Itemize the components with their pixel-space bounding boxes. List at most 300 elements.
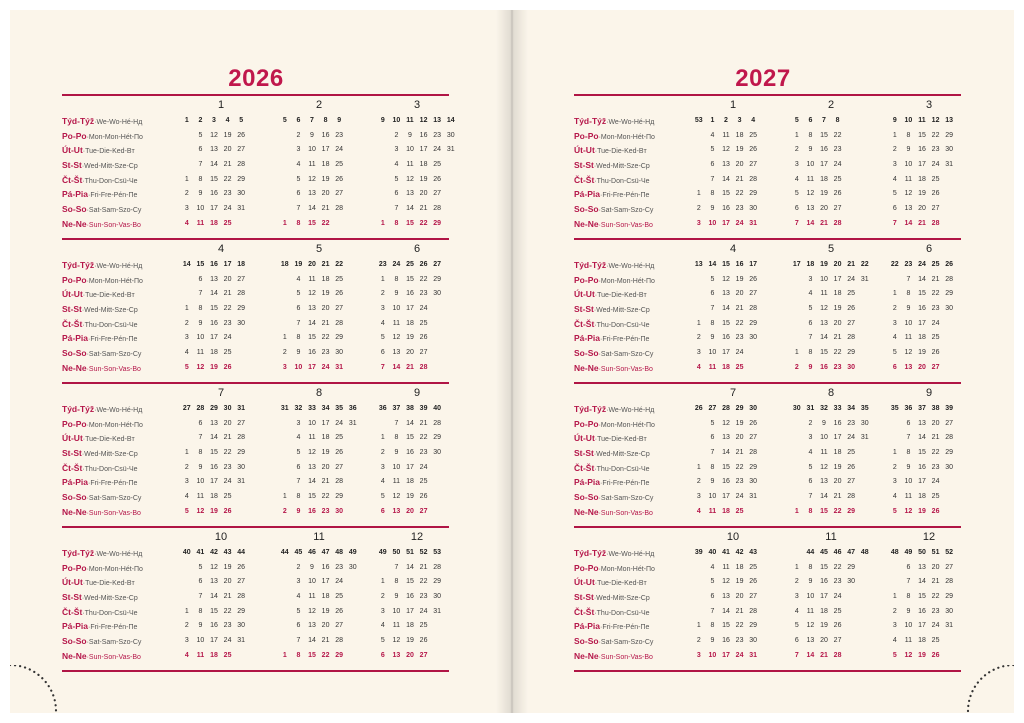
month-number: 5 [827,243,835,255]
day-number: 10 [392,305,401,313]
day-number: 15 [308,493,316,501]
day-number: 7 [394,563,399,571]
week-number: 7 [310,117,314,124]
week-number [346,258,360,273]
day-number: 22 [223,607,232,615]
day-number: 23 [833,363,842,371]
week-number: 49 [378,549,387,556]
day-number: 25 [335,434,344,442]
day-number: 9 [906,305,911,313]
day-label [62,446,180,461]
day-label-main: So-So [574,492,599,503]
day-number: 1 [184,607,189,615]
day-number: 30 [237,319,246,327]
day-number: 26 [931,507,940,515]
day-number [444,461,458,476]
week-number: 25 [931,261,940,268]
day-number: 7 [380,363,385,371]
day-number: 1 [892,290,897,298]
day-number [956,173,970,188]
day-number: 5 [808,463,813,471]
day-number: 16 [722,478,730,486]
day-number: 17 [419,146,428,154]
day-label-main: Čt-Št [62,462,83,473]
day-number [234,490,248,505]
day-number: 12 [904,349,913,357]
day-number: 17 [918,319,926,327]
day-number: 4 [710,131,715,139]
day-number [858,361,872,376]
day-number: 12 [904,190,913,198]
day-number: 16 [321,131,330,139]
day-number: 13 [820,319,828,327]
week-number: 46 [833,549,842,556]
day-number [956,287,970,302]
day-number: 3 [696,493,701,501]
day-number [692,561,706,576]
day-number: 29 [433,275,442,283]
day-number: 26 [433,175,442,183]
week-number: 43 [749,549,758,556]
day-label-translations: ·Mon-Mon-Hét-Пo [86,421,143,429]
day-number: 31 [335,363,344,371]
day-number: 9 [822,419,826,427]
day-number [858,649,872,664]
day-number: 10 [904,161,913,169]
day-label [62,634,180,649]
week-number [956,258,970,273]
month-grid [888,546,970,664]
day-number: 8 [906,131,911,139]
day-label-main: Út-Ut [574,145,595,156]
week-number: 17 [749,261,758,268]
day-number: 28 [237,434,246,442]
day-number [942,202,956,217]
day-number [278,431,292,446]
day-number: 27 [931,205,940,213]
day-number: 8 [296,493,301,501]
day-label [574,258,692,273]
day-number: 23 [223,622,232,630]
day-number [858,461,872,476]
week-number: 27 [433,261,442,268]
day-number: 2 [892,146,897,154]
day-number: 11 [904,175,913,183]
day-label-main: Čt-Št [62,174,83,185]
day-number: 13 [722,161,730,169]
day-number [760,461,774,476]
day-number: 21 [735,305,744,313]
week-number: 42 [210,549,218,556]
day-label-translations: ·Mon-Mon-Hét-Пo [598,277,655,285]
day-number: 21 [931,578,940,586]
week-number: 4 [225,117,230,124]
day-number: 24 [335,146,344,154]
day-number [444,158,458,173]
day-number: 22 [321,219,330,227]
day-number: 7 [794,219,799,227]
day-number [790,431,804,446]
day-number: 13 [210,146,218,154]
day-number [346,173,360,188]
day-number: 7 [394,205,399,213]
day-number: 9 [394,449,399,457]
day-number [430,302,444,317]
day-number [760,346,774,361]
day-label-main: Ne-Ne [574,650,599,661]
day-number: 29 [749,190,758,198]
week-number: 36 [904,405,913,412]
day-number [942,475,956,490]
day-number: 24 [847,275,856,283]
day-number: 16 [308,349,316,357]
day-number: 16 [722,334,730,342]
day-number: 7 [808,493,813,501]
day-number: 22 [735,319,744,327]
day-label-main: Út-Ut [574,289,595,300]
day-number [180,129,194,144]
day-number: 6 [380,349,385,357]
day-label-translations: ·Sun-Son-Vas-Bo [86,653,141,661]
day-number: 17 [722,219,730,227]
day-number [746,346,760,361]
day-number [844,619,858,634]
day-number [346,490,360,505]
day-number: 31 [237,637,246,645]
day-label-translations: ·Sun-Son-Vas-Bo [598,221,653,229]
day-number: 9 [906,146,911,154]
day-number: 6 [296,622,301,630]
month-number: 6 [413,243,421,255]
day-label-translations: ·We-Wo-Hé-Нд [606,407,655,414]
day-number: 28 [847,493,856,501]
year-title: 2027 [735,65,791,92]
day-number: 5 [710,419,715,427]
day-number: 1 [380,434,385,442]
day-number: 8 [710,319,715,327]
day-number [430,317,444,332]
day-number [180,143,194,158]
day-number [444,173,458,188]
day-label-main: St-St [574,448,594,459]
week-number: 27 [182,405,191,412]
week-number: 21 [321,261,330,268]
day-number: 14 [308,319,316,327]
day-label-translations: ·Tue-Die-Ked-Bт [594,580,647,588]
month-number: 4 [217,243,225,255]
day-number [858,331,872,346]
day-number: 15 [820,507,828,515]
week-number: 9 [337,117,342,124]
day-number [692,143,706,158]
day-label-main: St-St [62,448,82,459]
day-number: 25 [931,175,940,183]
day-number: 6 [198,578,203,586]
day-number [444,431,458,446]
day-number: 26 [833,190,842,198]
day-label-main: St-St [62,160,82,171]
day-number: 8 [198,305,203,313]
day-number: 9 [198,622,203,630]
book-gutter [496,10,528,713]
day-number [858,634,872,649]
day-number: 3 [808,275,813,283]
day-number: 13 [308,463,316,471]
week-number: 14 [182,261,191,268]
day-number: 23 [931,305,940,313]
day-number [790,490,804,505]
day-label [574,129,692,144]
day-number: 21 [735,607,744,615]
day-number [278,590,292,605]
day-number: 2 [296,131,301,139]
day-number [956,187,970,202]
day-number: 15 [722,463,730,471]
day-number [346,475,360,490]
day-number: 22 [419,578,428,586]
day-label [62,129,180,144]
month-grid [888,402,970,520]
day-number: 30 [335,507,344,515]
day-number: 17 [918,161,926,169]
day-number: 22 [833,563,842,571]
day-number: 13 [904,205,913,213]
week-number: 13 [945,117,954,124]
day-number: 27 [419,651,428,659]
month-number: 6 [925,243,933,255]
day-number: 19 [406,334,414,342]
day-number [444,475,458,490]
day-number: 24 [931,622,940,630]
day-number: 12 [392,637,401,645]
day-number: 3 [892,161,897,169]
day-number: 10 [904,622,913,630]
day-number: 14 [722,305,730,313]
week-number: 44 [237,549,246,556]
day-number [760,431,774,446]
day-label-main: Čt-Št [574,606,595,617]
day-number: 22 [833,131,842,139]
week-number: 9 [380,117,385,124]
day-number: 24 [335,419,344,427]
day-number: 21 [223,434,232,442]
day-number: 29 [237,305,246,313]
day-number: 30 [237,190,246,198]
day-number [430,346,444,361]
day-number: 24 [419,607,428,615]
day-number: 28 [237,161,246,169]
day-number [376,143,390,158]
day-number [248,287,262,302]
day-number: 28 [749,449,758,457]
day-number: 28 [335,205,344,213]
day-number: 23 [735,478,744,486]
day-number: 19 [918,349,926,357]
month-number: 10 [726,531,740,543]
day-number: 22 [223,305,232,313]
day-number [278,475,292,490]
day-number: 19 [833,305,842,313]
day-number [278,273,292,288]
week-number: 31 [280,405,289,412]
quarter-block [574,94,961,238]
day-number: 2 [184,622,189,630]
month-number: 1 [729,99,737,111]
day-label [62,302,180,317]
day-label-translations: ·We-Wo-Hé-Нд [94,407,143,414]
day-number: 6 [710,434,715,442]
day-number: 29 [945,449,954,457]
day-number: 25 [419,622,428,630]
day-number: 5 [380,334,385,342]
day-number [346,505,360,520]
day-number [248,173,262,188]
day-number: 14 [722,175,730,183]
day-label-translations: ·Sun-Son-Vas-Bo [598,509,653,517]
day-number [858,287,872,302]
day-number: 12 [806,622,815,630]
week-number: 32 [294,405,303,412]
day-label-translations: ·Mon-Mon-Hét-Пo [598,133,655,141]
day-number: 18 [722,507,730,515]
day-number [248,331,262,346]
day-label-translations: ·Tue-Die-Ked-Bт [82,580,135,588]
day-number [888,273,902,288]
day-number: 6 [710,290,715,298]
day-number [234,649,248,664]
day-label [62,114,180,129]
day-number [760,417,774,432]
day-number: 22 [931,593,940,601]
day-label-translations: ·We-Wo-Hé-Нд [94,263,143,270]
day-number [278,317,292,332]
day-number: 21 [321,319,330,327]
day-number: 27 [847,319,856,327]
day-number [760,143,774,158]
day-label-main: Po-Po [574,418,599,429]
day-number: 14 [820,493,828,501]
week-number [248,114,262,129]
day-number: 13 [308,622,316,630]
day-number [278,202,292,217]
month-number: 9 [413,387,421,399]
day-label [574,417,692,432]
day-number: 22 [833,349,842,357]
week-number: 41 [722,549,730,556]
day-label [574,505,692,520]
day-number: 27 [749,434,758,442]
day-number: 19 [918,507,926,515]
day-number: 10 [392,607,401,615]
day-number: 25 [223,349,232,357]
week-number: 16 [210,261,218,268]
day-number: 16 [833,419,842,427]
day-number [346,317,360,332]
day-number: 5 [794,190,799,198]
day-label [62,649,180,664]
day-number: 27 [433,190,442,198]
day-number: 25 [335,275,344,283]
day-label-main: St-St [62,592,82,603]
day-number [760,605,774,620]
day-number: 9 [710,637,715,645]
day-number: 2 [892,305,897,313]
day-number: 30 [945,146,954,154]
day-number: 19 [833,463,842,471]
day-label-translations: ·Sun-Son-Vas-Bo [598,653,653,661]
day-number: 25 [735,363,744,371]
day-number [248,590,262,605]
day-number: 20 [223,578,232,586]
day-label-main: Út-Ut [62,289,83,300]
day-number [444,561,458,576]
day-number [346,590,360,605]
day-number: 21 [931,275,940,283]
day-number: 17 [210,334,218,342]
day-number: 5 [198,563,203,571]
day-number: 2 [184,190,189,198]
day-number: 7 [906,275,911,283]
day-number: 23 [223,319,232,327]
day-label-translations: ·Tue-Die-Ked-Bт [82,292,135,300]
day-number [760,158,774,173]
day-number: 10 [392,463,401,471]
day-number: 6 [892,205,897,213]
day-number: 6 [906,419,911,427]
day-number [692,273,706,288]
day-number: 24 [931,319,940,327]
day-number [430,634,444,649]
day-number: 11 [708,507,717,515]
day-number: 6 [794,205,799,213]
day-number [444,317,458,332]
day-label-translations: ·Tue-Die-Ked-Bт [82,436,135,444]
day-number [888,575,902,590]
day-number: 6 [380,507,385,515]
day-label-translations: ·Wed-Mitt-Sze-Cp [593,595,650,603]
day-number [760,273,774,288]
day-number [278,302,292,317]
day-number: 18 [918,637,926,645]
day-label-translations: ·We-Wo-Hé-Нд [606,551,655,558]
day-number [844,590,858,605]
week-number: 30 [223,405,232,412]
day-number: 3 [892,478,897,486]
day-number [430,331,444,346]
day-number: 13 [806,637,815,645]
day-label-translations: ·Sat-Sam-Szo-Cy [86,639,142,647]
day-number: 14 [392,363,401,371]
day-number [844,129,858,144]
day-number: 2 [184,319,189,327]
week-number: 18 [806,261,815,268]
week-number: 36 [348,405,357,412]
day-number: 5 [296,290,301,298]
day-number: 17 [210,478,218,486]
day-number: 14 [806,651,815,659]
day-number [346,431,360,446]
day-number: 27 [335,463,344,471]
day-number: 9 [310,563,314,571]
day-number: 26 [931,349,940,357]
day-number [956,331,970,346]
day-number: 7 [710,449,715,457]
day-number: 7 [198,434,203,442]
day-number: 9 [710,205,715,213]
day-label-main: Ne-Ne [574,362,599,373]
week-number: 10 [392,117,401,124]
day-number: 17 [406,607,414,615]
